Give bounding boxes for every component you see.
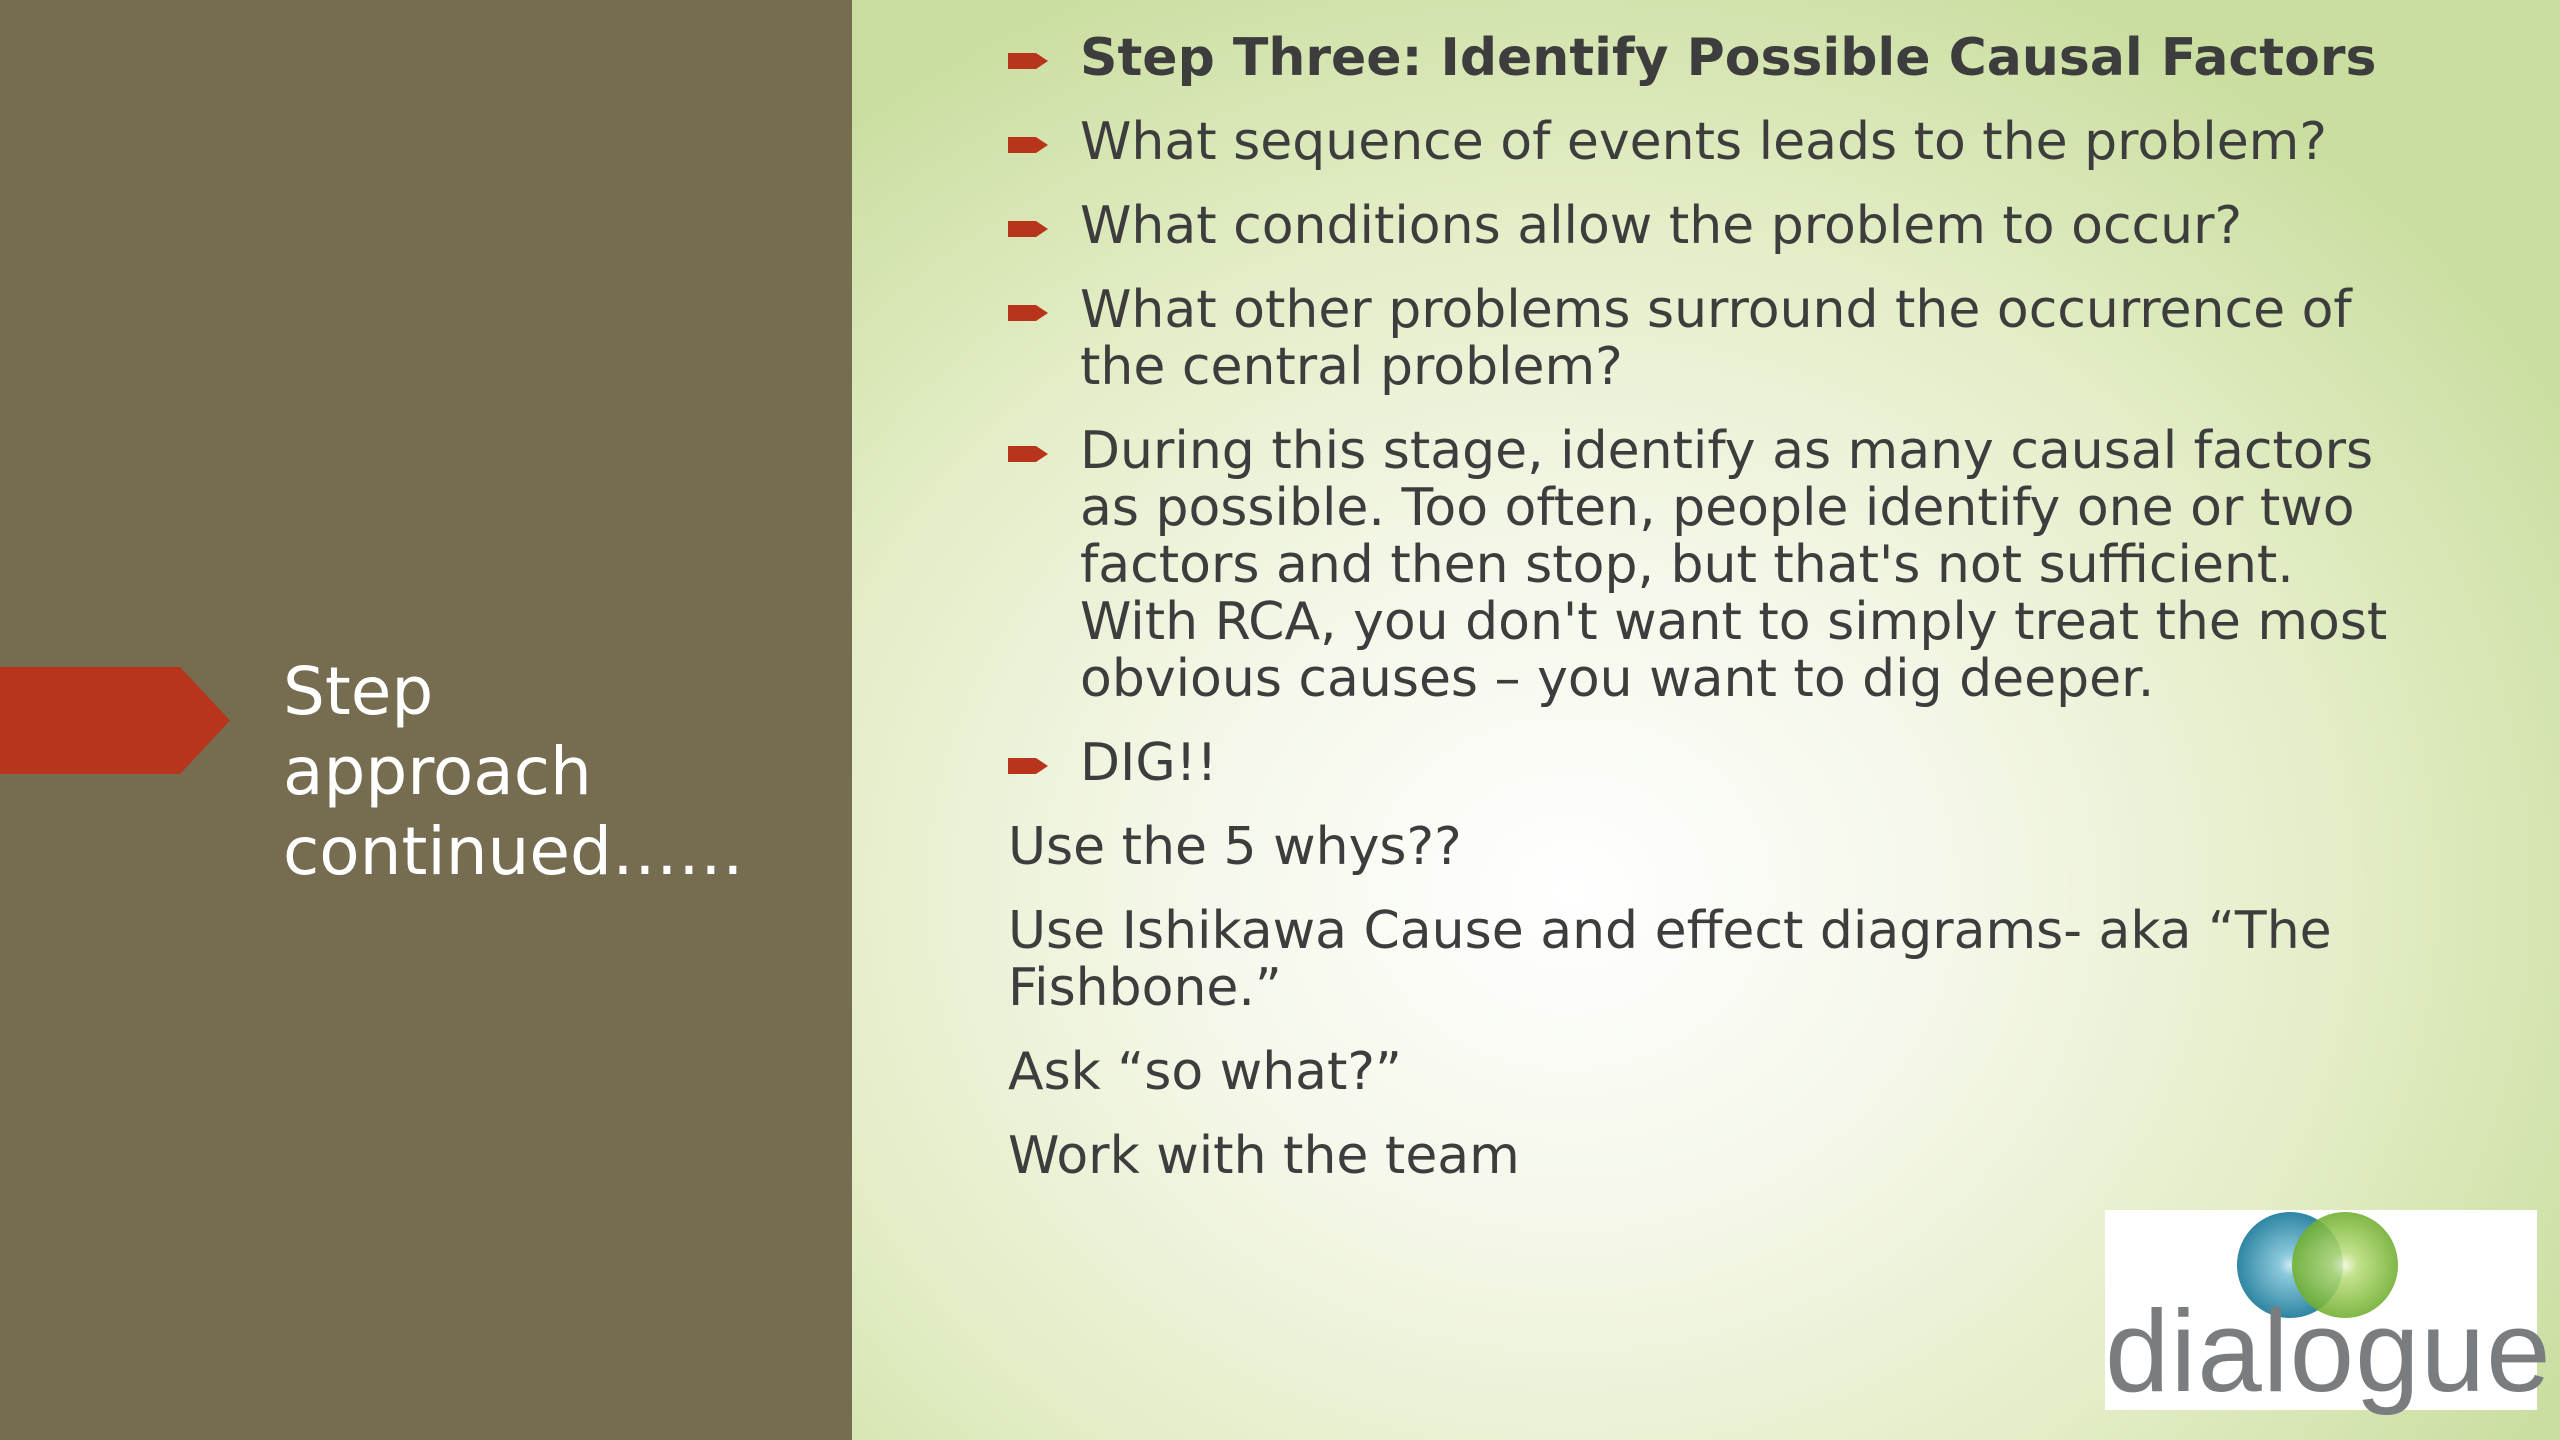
bullet-item-step-three xyxy=(1008,30,2408,87)
dialogue-logo xyxy=(2105,1210,2552,1416)
bullet-text: What other problems surround the occurrence of the central problem? xyxy=(1080,280,2352,397)
bullet-text: What sequence of events leads to the problem? xyxy=(1080,112,2327,172)
side-title: Step approach continued…… xyxy=(283,653,744,890)
arrow-bullet-icon xyxy=(1008,218,1048,240)
arrow-bullet-icon xyxy=(1008,50,1048,72)
bullet-item-sequence xyxy=(1008,114,2408,171)
bullet-text: DIG!! xyxy=(1080,733,1218,793)
left-panel xyxy=(0,0,852,1440)
arrow-bullet-icon xyxy=(1008,443,1048,465)
bullet-item-other-problems xyxy=(1008,282,2408,396)
bullet-text: Step Three: Identify Possible Causal Factors xyxy=(1080,28,2377,88)
arrow-bullet-icon xyxy=(1008,755,1048,777)
logo-wordmark: dialogue xyxy=(2105,1286,2552,1416)
paragraph-team: Work with the team xyxy=(1008,1126,1520,1186)
bullet-text: During this stage, identify as many causal factors as possible. Too often, people identify one or two factors and then stop, but that's not sufficient. With RCA, you don't want to simply treat the most obvious causes – you want to dig deeper. xyxy=(1080,421,2388,709)
paragraph-five-whys: Use the 5 whys?? xyxy=(1008,817,1462,877)
paragraph-ishikawa: Use Ishikawa Cause and effect diagrams- aka “The Fishbone.” xyxy=(1008,901,2332,1018)
bullet-list xyxy=(1008,30,2408,792)
bullet-item-during-stage xyxy=(1008,423,2408,708)
bullet-item-conditions xyxy=(1008,198,2408,255)
bullet-item-dig xyxy=(1008,735,2408,792)
arrow-bullet-icon xyxy=(1008,134,1048,156)
bullet-text: What conditions allow the problem to occur? xyxy=(1080,196,2243,256)
slide-content xyxy=(1008,30,2408,1212)
accent-arrow-shape xyxy=(0,667,230,774)
arrow-bullet-icon xyxy=(1008,302,1048,324)
paragraph-so-what: Ask “so what?” xyxy=(1008,1042,1402,1102)
